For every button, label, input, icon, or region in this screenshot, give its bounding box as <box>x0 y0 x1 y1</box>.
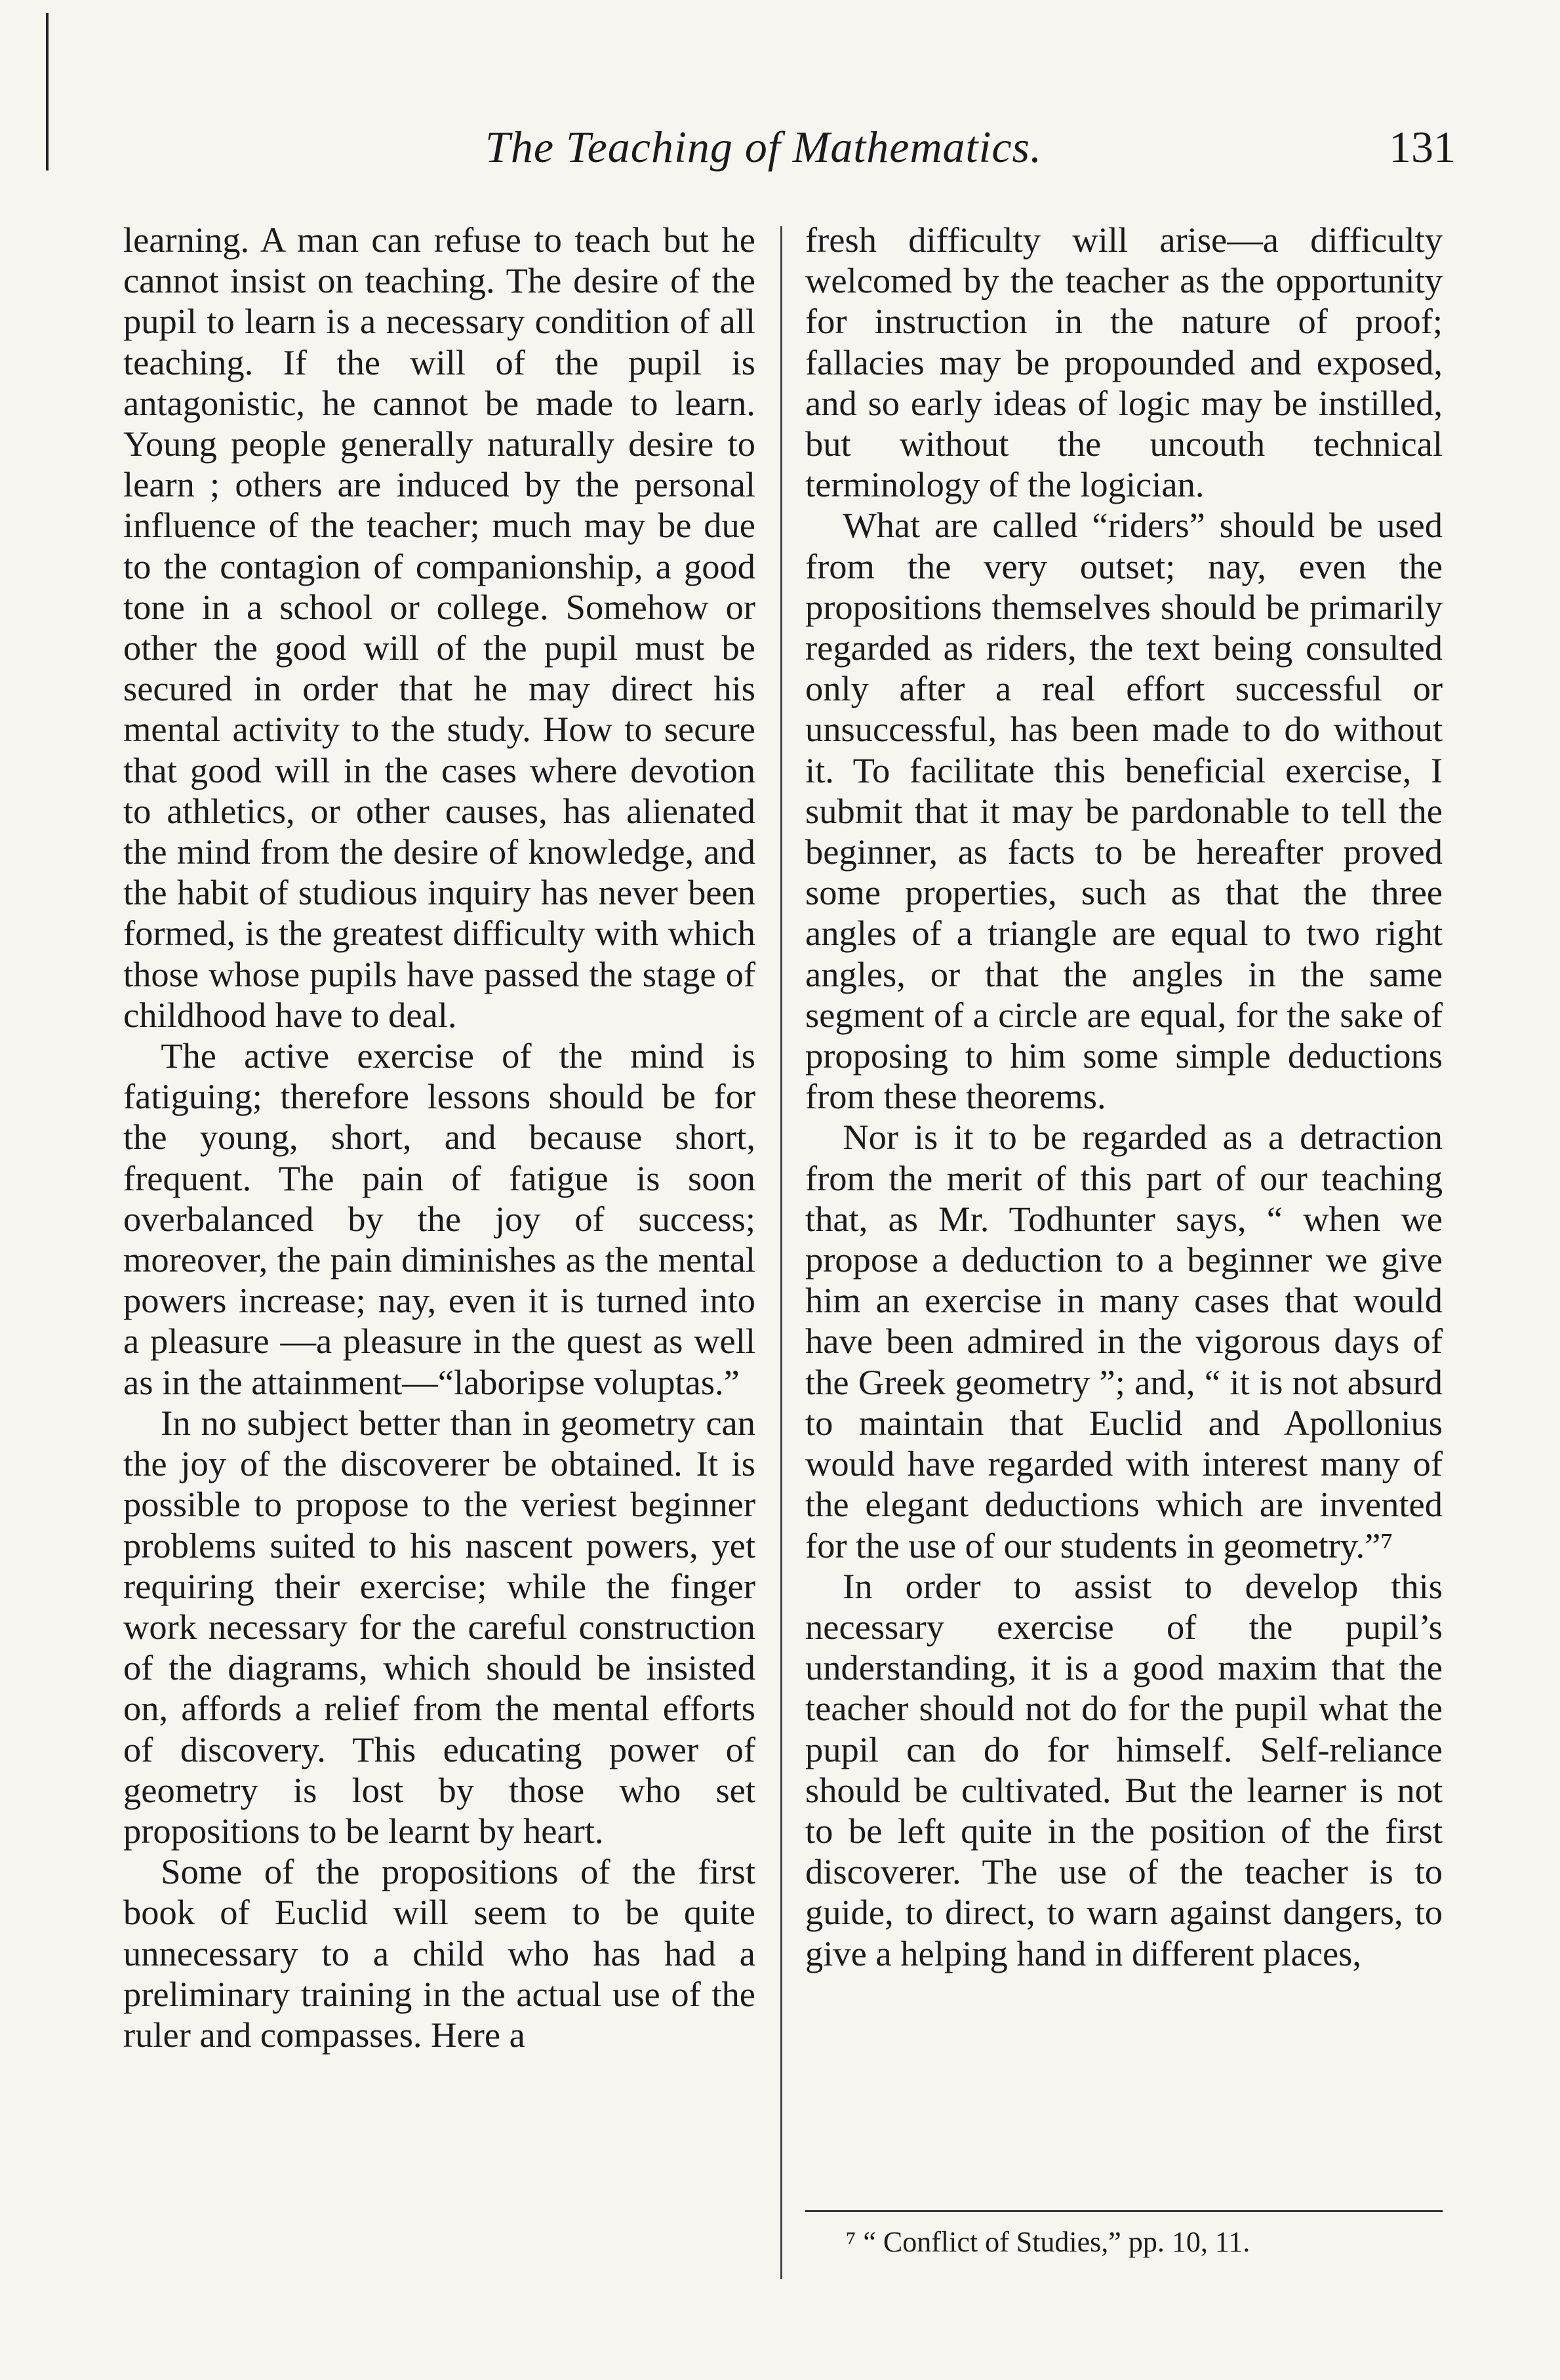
page-edge-line <box>46 13 49 171</box>
footnote-rule <box>805 2210 1443 2212</box>
paragraph: What are called “riders” should be used from the very outset; nay, even the propositions themselves should be primarily regarded as riders, the text being consulted only after a real effort successful or unsuccessful, has been made to do without it. To facilitate this beneficial exercise, I submit that it may be pardonable to tell the beginner, as facts to be hereafter proved some properties, such as that the three angles of a triangle are equal to two right angles, or that the angles in the same segment of a circle are equal, for the sake of proposing to him some simple deductions from these theorems. <box>805 505 1443 1117</box>
paragraph: In order to assist to develop this necessary exercise of the pupil’s understanding, it is a good maxim that the teacher should not do for the pupil what the pupil can do for himself. Self-reliance should be cultivated. But the learner is not to be left quite in the position of the first discoverer. The use of the teacher is to guide, to direct, to warn against dangers, to give a helping hand in different places, <box>805 1565 1443 1973</box>
page-header <box>118 121 1456 180</box>
left-column <box>123 220 755 2055</box>
column-divider <box>780 226 782 2279</box>
paragraph: learning. A man can refuse to teach but he cannot insist on teaching. The desire of the pupil to learn is a necessary condition of all teaching. If the will of the pupil is antagonistic, he cannot be made to learn. Young people generally naturally desire to learn ; others are induced by the personal influence of the teacher; much may be due to the contagion of companionship, a good tone in a school or college. Somehow or other the good will of the pupil must be secured in order that he may direct his mental activity to the study. How to secure that good will in the cases where devotion to athletics, or other causes, has alienated the mind from the desire of knowledge, and the habit of studious inquiry has never been formed, is the greatest difficulty with which those whose pupils have passed the stage of childhood have to deal. <box>123 220 755 1035</box>
running-title: The Teaching of Mathematics. <box>485 122 1042 172</box>
paragraph: fresh difficulty will arise—a difficulty welcomed by the teacher as the opportunity for instruction in the nature of proof; fallacies may be propounded and exposed, and so early ideas of logic may be instilled, but without the uncouth technical terminology of the logician. <box>805 220 1443 505</box>
paragraph: Some of the propositions of the first book of Euclid will seem to be quite unnecessary to a child who has had a preliminary training in the actual use of the ruler and compasses. Here a <box>123 1851 755 2055</box>
paragraph: The active exercise of the mind is fatiguing; therefore lessons should be for the young, short, and because short, frequent. The pain of fatigue is soon overbalanced by the joy of success; moreover, the pain diminishes as the mental powers increase; nay, even it is turned into a pleasure —a pleasure in the quest as well as in the attainment—“laboripse voluptas.” <box>123 1036 755 1402</box>
paragraph: Nor is it to be regarded as a detraction from the merit of this part of our teaching that, as Mr. Todhunter says, “ when we propose a deduction to a beginner we give him an exercise in many cases that would have been admired in the vigorous days of the Greek geometry ”; and, “ it is not absurd to maintain that Euclid and Apollonius would have regarded with interest many of the elegant deductions which are invented for the use of our students in geometry.”⁷ <box>805 1117 1443 1565</box>
paragraph: In no subject better than in geometry can the joy of the discoverer be obtained. It is possible to propose to the veriest beginner problems suited to his nascent powers, yet requiring their exercise; while the finger work necessary for the careful construction of the diagrams, which should be insisted on, affords a relief from the mental efforts of discovery. This educating power of geometry is lost by those who set propositions to be learnt by heart. <box>123 1402 755 1851</box>
right-column <box>805 220 1443 1974</box>
footnote: ⁷ “ Conflict of Studies,” pp. 10, 11. <box>846 2226 1250 2258</box>
page-number: 131 <box>1389 122 1456 172</box>
